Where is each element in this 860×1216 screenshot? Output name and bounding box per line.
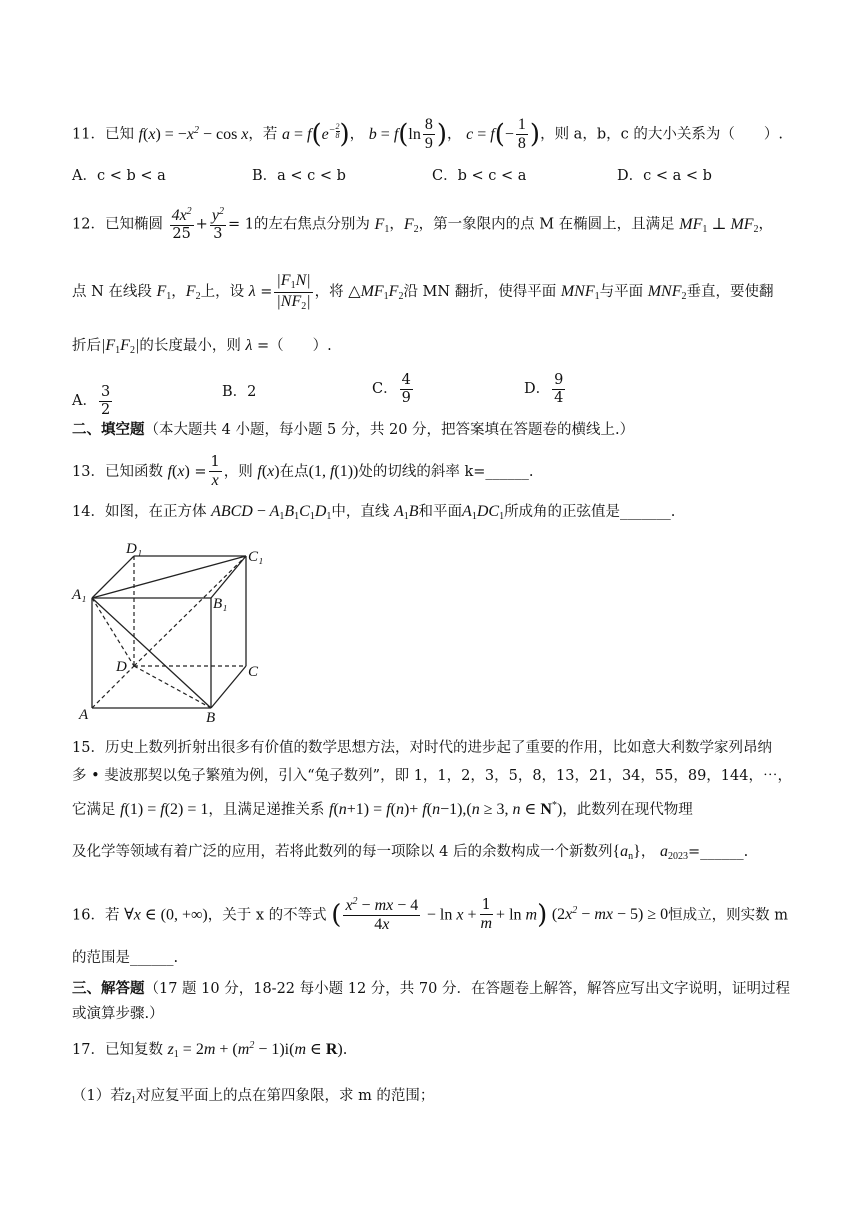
q11-option-c[interactable]: C．b < c < a bbox=[432, 168, 527, 184]
q12-line3: 折后$|F_1F_2|$的长度最小，则 λ =（ ）. bbox=[72, 337, 332, 356]
q15-line4: 及化学等领域有着广泛的应用，若将此数列的每一项除以 4 后的余数构成一个新数列$\{a_n\}$， $a_{2023}=\_\_\_\_\_\_$. bbox=[72, 843, 749, 862]
q11-c: c = f(− $\frac{1}{8}$ ) bbox=[466, 116, 541, 153]
q16-line1: 16．若 ∀x ∈ (0, +∞)，关于 x 的不等式 ( $\frac{x^2 - mx - 4}{4x}$ − ln x + $\frac{1}{m}$ + ln m) ($2x^2$ − mx − 5) ≥ 0恒成立，则实数 m bbox=[72, 896, 788, 934]
diag-a1d bbox=[92, 598, 134, 666]
q11-b: b = f(ln $\frac{8}{9}$ ) bbox=[368, 116, 448, 153]
q15-line1: 15．历史上数列折射出很多有价值的数学思想方法，对时代的进步起了重要的作用，比如意大利数学家列昂纳 bbox=[72, 740, 772, 756]
section3-note2: 或演算步骤.） bbox=[72, 1006, 164, 1022]
q12-option-a[interactable]: A． $\frac{3}{2}$ bbox=[72, 384, 111, 418]
label-d1: D₁ bbox=[126, 541, 143, 557]
section3-title: 三、解答题 bbox=[72, 980, 145, 997]
q11-stem: 11．已知 $f(x) = -x^2 - \cos x$，若 $a = f(e^{- \frac{2}{8}}$ )， b = f(ln $\frac{8}{9}$ )， c = f(− $\frac{1}{8}$ )，则 a，b，c 的大小关系为（ ）. bbox=[72, 116, 783, 153]
edge-ad bbox=[92, 666, 134, 708]
label-b1: B₁ bbox=[213, 596, 228, 612]
q12-line2: 点 N 在线段 $F_1$，$F_2$上，设 λ = $\frac{|F_1N|}{|NF_2|}$ ，将 $\triangle MF_1F_2$沿 MN 翻折，使得平面 $MNF_1$与平面 $MNF_2$垂直，要使翻 bbox=[72, 272, 774, 312]
label-c: C bbox=[248, 664, 259, 680]
q12-option-b[interactable]: B．2 bbox=[222, 384, 257, 400]
edge-bc bbox=[211, 666, 246, 708]
section2-note: （本大题共 4 小题，每小题 5 分，共 20 分，把答案填在答题卷的横线上.） bbox=[144, 422, 635, 438]
q11-option-a[interactable]: A．c < b < a bbox=[72, 168, 166, 184]
q12-option-d[interactable]: D． $\frac{9}{4}$ bbox=[524, 372, 564, 406]
q11-option-d[interactable]: D．c < a < b bbox=[617, 168, 712, 184]
diag-dc1 bbox=[134, 556, 246, 666]
q11-number: 11． bbox=[72, 126, 105, 143]
q13-stem: 13．已知函数 f(x) = $\frac{1}{x}$ ，则 f(x)在点(1, f(1))处的切线的斜率 k=______. bbox=[72, 454, 534, 489]
label-c1: C₁ bbox=[248, 549, 264, 565]
label-d: D bbox=[116, 659, 127, 675]
cube-figure bbox=[70, 536, 270, 728]
section2-title: 二、填空题 bbox=[72, 421, 145, 438]
q15-line3: 它满足 f(1) = f(2) = 1，且满足递推关系 f(n+1) = f(n)+ f(n−1),(n ≥ 3, n ∈ N*)，此数列在现代物理 bbox=[72, 800, 693, 818]
q16-line2: 的范围是______. bbox=[72, 950, 179, 966]
q12-options bbox=[72, 372, 800, 416]
q12-line1: 12．已知椭圆 $\frac{4x^2}{25}$ + $\frac{y^2}{3}$ = 1的左右焦点分别为 $F_1$，$F_2$，第一象限内的点 M 在椭圆上，且满足 $MF_1$ ⊥ $MF_2$， bbox=[72, 206, 774, 243]
label-a: A bbox=[79, 707, 89, 723]
q17-sub1: （1）若$z_1$对应复平面上的点在第四象限，求 m 的范围； bbox=[72, 1087, 435, 1106]
q12-option-c[interactable]: C． $\frac{4}{9}$ bbox=[372, 372, 411, 406]
label-a1: A₁ bbox=[72, 587, 87, 603]
section2-heading bbox=[72, 421, 800, 439]
diag-a1b bbox=[92, 598, 211, 708]
q17-stem: 17．已知复数 $z_1 = 2m + (m^2 - 1)i(m$ ∈ R). bbox=[72, 1040, 348, 1060]
q11-a: $a = f(e^{- \frac{2}{8}}$ ) bbox=[282, 119, 350, 150]
q14-stem: 14．如图，在正方体 ABCD − $A_1B_1C_1D_1$中，直线 $A_1B$和平面$A_1DC_1$所成角的正弦值是_______. bbox=[72, 503, 676, 522]
q11-option-b[interactable]: B．a < c < b bbox=[252, 168, 346, 184]
edge-c1b1 bbox=[211, 556, 246, 598]
q15-line2: 多 • 斐波那契以兔子繁殖为例，引入“兔子数列”，即 1，1，2，3，5，8，13，21，34，55，89，144，⋯， bbox=[72, 768, 792, 784]
diag-a1c1 bbox=[92, 556, 246, 598]
section3-heading: 三、解答题（17 题 10 分，18-22 每小题 12 分，共 70 分．在答题卷上解答，解答应写出文字说明，证明过程 bbox=[72, 980, 790, 997]
q11-function: $f(x) = -x^2 - \cos x$ bbox=[138, 124, 249, 143]
label-b: B bbox=[206, 710, 216, 726]
